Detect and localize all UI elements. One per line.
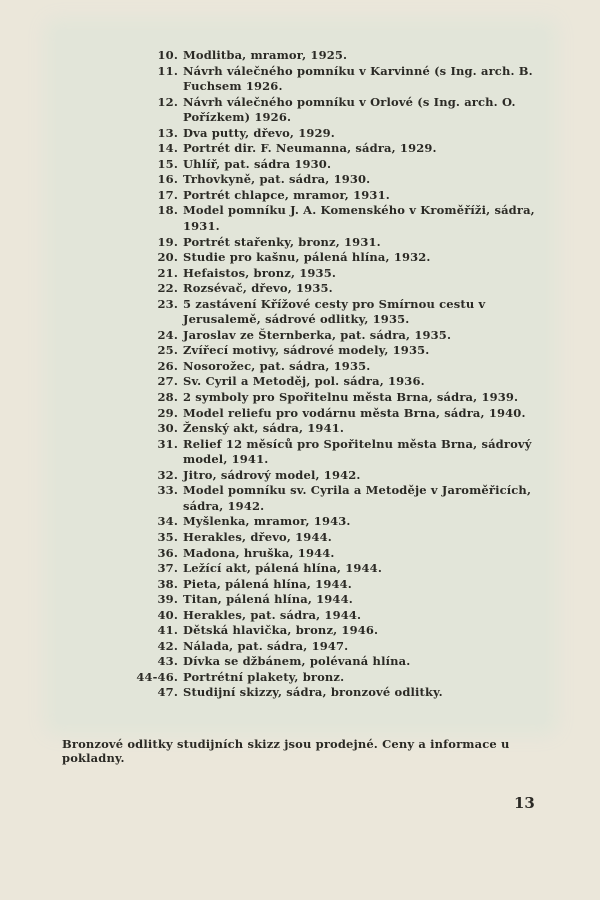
list-item (132, 359, 542, 375)
item-text: Návrh válečného pomníku v Orlové (s Ing. arch. O. Pořízkem) 1926. (183, 94, 516, 125)
item-text: Jitro, sádrový model, 1942. (183, 467, 361, 482)
item-number: 41. (157, 623, 178, 638)
artwork-list (132, 48, 542, 701)
item-text: Návrh válečného pomníku v Karvinné (s Ing. arch. B. Fuchsem 1926. (183, 63, 533, 94)
item-text: Modlitba, mramor, 1925. (183, 48, 348, 62)
list-item (132, 685, 542, 701)
item-number: 39. (157, 592, 178, 607)
list-item (132, 297, 542, 328)
item-number: 12. (157, 94, 178, 109)
footer-note: Bronzové odlitky studijních skizz jsou prodejné. Ceny a informace u pokladny. (62, 737, 510, 765)
item-number: 10. (157, 48, 178, 62)
item-text: Hefaistos, bronz, 1935. (183, 265, 337, 280)
item-text: Herakles, dřevo, 1944. (183, 529, 332, 544)
list-item (132, 188, 542, 204)
item-number: 27. (157, 374, 178, 389)
item-number: 13. (157, 125, 178, 140)
item-text: 2 symboly pro Spořitelnu města Brna, sádra, 1939. (183, 390, 519, 405)
item-text: Herakles, pat. sádra, 1944. (183, 607, 362, 622)
item-text: Portrét stařenky, bronz, 1931. (183, 234, 381, 249)
item-number: 28. (157, 390, 178, 405)
item-number: 44-46. (136, 669, 178, 684)
item-text: Portrétní plakety, bronz. (183, 669, 345, 684)
item-number: 17. (157, 187, 178, 202)
item-text: Jaroslav ze Šternberka, pat. sádra, 1935. (183, 327, 452, 342)
item-number: 24. (157, 327, 178, 342)
list-item (132, 157, 542, 173)
list-item (132, 203, 542, 234)
item-text: Portrét chlapce, mramor, 1931. (183, 187, 390, 202)
list-item (132, 468, 542, 484)
list-item (132, 437, 542, 468)
list-item (132, 64, 542, 95)
list-item (132, 172, 542, 188)
item-number: 20. (157, 250, 178, 265)
item-text: Portrét dir. F. Neumanna, sádra, 1929. (183, 141, 437, 156)
list-item (132, 623, 542, 639)
item-text: Model reliefu pro vodárnu města Brna, sádra, 1940. (183, 405, 526, 420)
page-number: 13 (514, 794, 535, 812)
item-number: 40. (157, 607, 178, 622)
item-number: 36. (157, 545, 178, 560)
item-number: 29. (157, 405, 178, 420)
item-number: 19. (157, 234, 178, 249)
list-item (132, 374, 542, 390)
list-item (132, 250, 542, 266)
list-item (132, 608, 542, 624)
item-number: 23. (157, 296, 178, 311)
list-item (132, 639, 542, 655)
item-number: 33. (157, 483, 178, 498)
item-number: 38. (157, 576, 178, 591)
item-number: 37. (157, 561, 178, 576)
list-item (132, 546, 542, 562)
item-number: 43. (157, 654, 178, 669)
list-item (132, 577, 542, 593)
item-text: Dívka se džbánem, polévaná hlína. (183, 654, 411, 669)
item-text: Sv. Cyril a Metoděj, pol. sádra, 1936. (183, 374, 425, 389)
list-item (132, 514, 542, 530)
item-text: Uhlíř, pat. sádra 1930. (183, 156, 332, 171)
item-text: Zvířecí motivy, sádrové modely, 1935. (183, 343, 430, 358)
list-item (132, 561, 542, 577)
list-item (132, 421, 542, 437)
item-text: Ležící akt, pálená hlína, 1944. (183, 561, 382, 576)
item-text: Myšlenka, mramor, 1943. (183, 514, 351, 529)
item-text: Studie pro kašnu, pálená hlína, 1932. (183, 250, 431, 265)
item-number: 15. (157, 156, 178, 171)
list-item (132, 141, 542, 157)
item-text: Rozsévač, dřevo, 1935. (183, 281, 333, 296)
list-item (132, 343, 542, 359)
item-text: Madona, hruška, 1944. (183, 545, 335, 560)
list-item (132, 654, 542, 670)
item-number: 14. (157, 141, 178, 156)
item-number: 25. (157, 343, 178, 358)
item-text: Relief 12 měsíců pro Spořitelnu města Brna, sádrový model, 1941. (183, 436, 532, 467)
item-number: 42. (157, 638, 178, 653)
list-item (132, 281, 542, 297)
item-text: Nosorožec, pat. sádra, 1935. (183, 358, 371, 373)
item-number: 34. (157, 514, 178, 529)
list-item (132, 328, 542, 344)
item-number: 22. (157, 281, 178, 296)
list-item (132, 126, 542, 142)
item-text: Dětská hlavička, bronz, 1946. (183, 623, 379, 638)
list-item (132, 48, 542, 64)
item-text: Ženský akt, sádra, 1941. (183, 421, 345, 436)
item-text: Dva putty, dřevo, 1929. (183, 125, 335, 140)
item-text: Pieta, pálená hlína, 1944. (183, 576, 352, 591)
item-number: 47. (157, 685, 178, 700)
list-item (132, 266, 542, 282)
item-text: Studijní skizzy, sádra, bronzové odlitky. (183, 685, 443, 700)
list-item (132, 530, 542, 546)
item-number: 32. (157, 467, 178, 482)
item-number: 21. (157, 265, 178, 280)
item-text: Nálada, pat. sádra, 1947. (183, 638, 349, 653)
item-number: 18. (157, 203, 178, 218)
item-text: Titan, pálená hlína, 1944. (183, 592, 353, 607)
item-number: 35. (157, 529, 178, 544)
list-item (132, 390, 542, 406)
list-item (132, 483, 542, 514)
item-text: 5 zastávení Křížové cesty pro Smírnou cestu v Jerusalemě, sádrové odlitky, 1935. (183, 296, 486, 327)
item-number: 26. (157, 358, 178, 373)
item-text: Model pomníku J. A. Komenského v Kroměříži, sádra, 1931. (183, 203, 535, 234)
item-number: 31. (157, 436, 178, 451)
list-item (132, 406, 542, 422)
list-item (132, 235, 542, 251)
item-text: Trhovkyně, pat. sádra, 1930. (183, 172, 371, 187)
item-number: 30. (157, 421, 178, 436)
item-number: 16. (157, 172, 178, 187)
item-number: 11. (157, 63, 178, 78)
list-item (132, 592, 542, 608)
list-item (132, 670, 542, 686)
item-text: Model pomníku sv. Cyrila a Metoděje v Jaroměřicích, sádra, 1942. (183, 483, 532, 513)
list-item (132, 95, 542, 126)
